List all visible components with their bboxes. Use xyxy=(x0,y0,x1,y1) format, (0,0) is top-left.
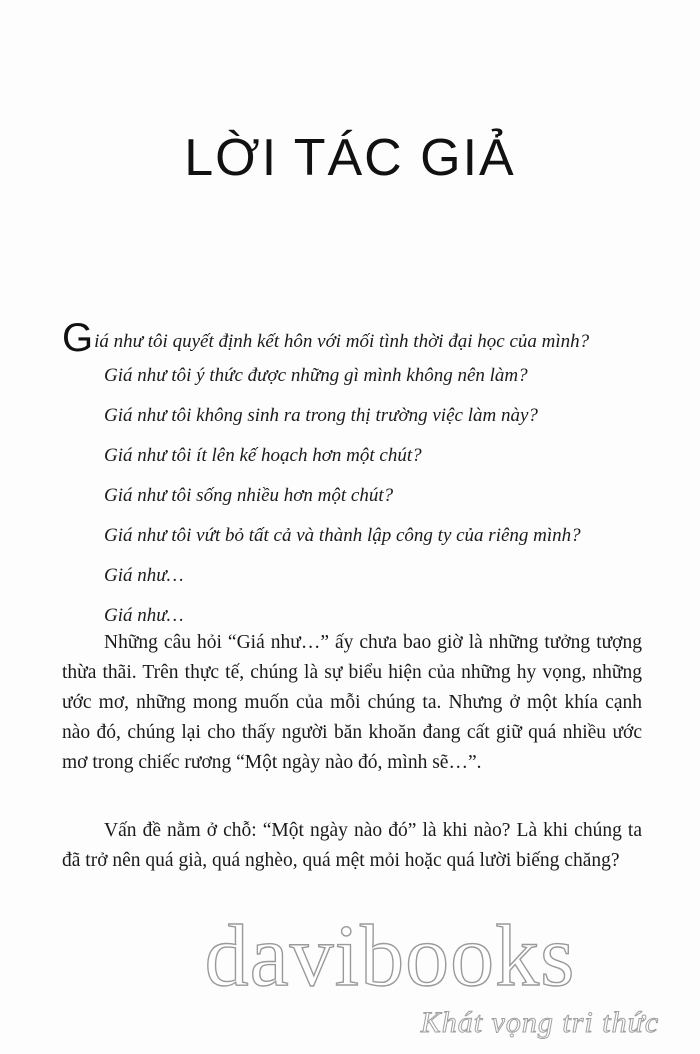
question-list xyxy=(62,318,642,644)
chapter-title: LỜI TÁC GIẢ xyxy=(184,129,516,187)
question-item: Giá như… xyxy=(104,605,184,626)
watermark-slogan: Khát vọng tri thức xyxy=(420,1006,660,1039)
body-paragraph-2: Vấn đề nằm ở chỗ: “Một ngày nào đó” là khi nào? Là khi chúng ta đã trở nên quá già, quá nghèo, quá mệt mỏi hoặc quá lười biếng chăng? xyxy=(62,820,642,871)
question-first xyxy=(62,318,642,364)
question-first-text: iá như tôi quyết định kết hôn với mối tình thời đại học của mình? xyxy=(94,331,590,352)
drop-cap: G xyxy=(62,316,94,360)
watermark-logo: davibooks xyxy=(204,908,576,1005)
question-item: Giá như tôi ý thức được những gì mình không nên làm? xyxy=(104,365,528,386)
body-paragraph-1: Những câu hỏi “Giá như…” ấy chưa bao giờ là những tưởng tượng thừa thãi. Trên thực tế, chúng là sự biểu hiện của những hy vọng, những ước mơ, những mong muốn của mỗi chúng ta. Nhưng ở một khía cạnh nào đó, chúng lại cho thấy người băn khoăn đang cất giữ quá nhiều ước mơ trong chiếc rương “Một ngày nào đó, mình sẽ…”. xyxy=(62,632,642,773)
question-item: Giá như tôi ít lên kế hoạch hơn một chút? xyxy=(104,445,422,466)
question-item: Giá như tôi sống nhiều hơn một chút? xyxy=(104,485,394,506)
question-item: Giá như tôi vứt bỏ tất cả và thành lập công ty của riêng mình? xyxy=(104,525,581,546)
question-item: Giá như… xyxy=(104,565,184,586)
question-item: Giá như tôi không sinh ra trong thị trường việc làm này? xyxy=(104,405,538,426)
